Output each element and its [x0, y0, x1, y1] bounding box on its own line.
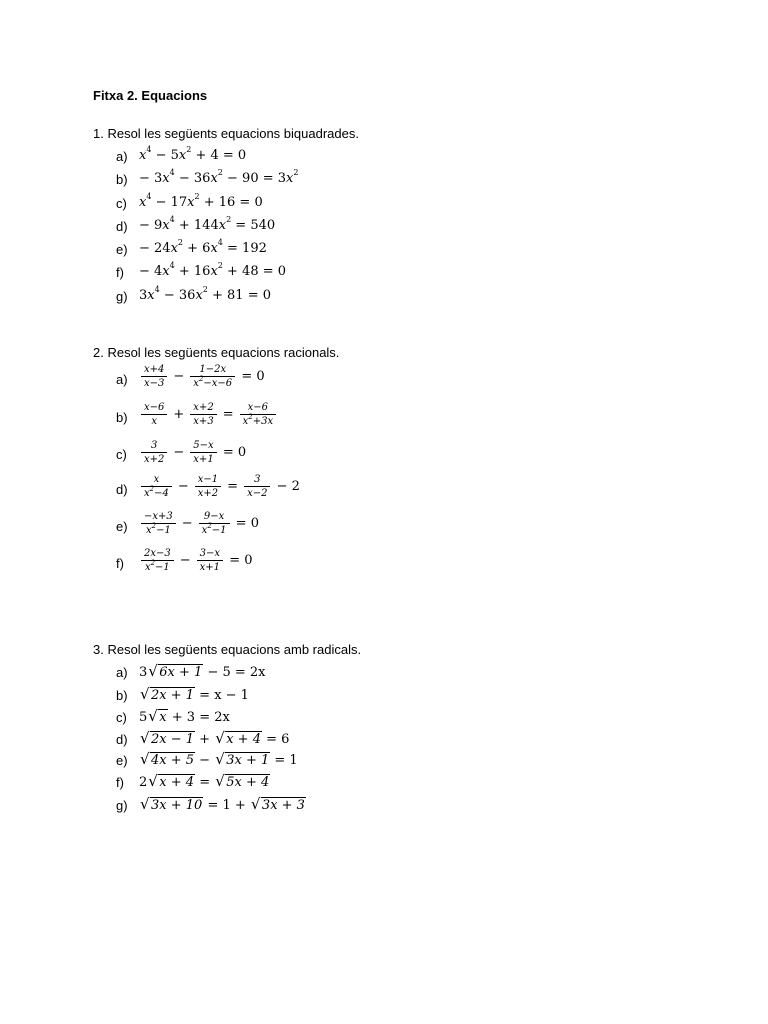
s2-label-b: b) [116, 410, 128, 425]
s2-equation-e: $\frac{-x+3}{x^2-1}$ − $\frac{9-x}{x^2-1}$ = 0 [139, 510, 259, 537]
s3-label-b: b) [116, 688, 128, 703]
s2-equation-a: $\frac{x+4}{x-3}$ − $\frac{1-2x}{x^2-x-6}$ = 0 [139, 363, 265, 390]
section-2-heading: 2. Resol les següents equacions racionals. [93, 345, 340, 360]
s2-label-d: d) [116, 482, 128, 497]
s3-equation-e: √ 4x + 5 − √ 3x + 1 = 1 [140, 750, 298, 768]
s2-label-a: a) [116, 372, 128, 387]
radical: √ x + 4 [215, 729, 261, 747]
s2-equation-d: $\frac{x}{x^2-4}$ − $\frac{x-1}{x+2}$ = $\frac{3}{x-2}$ − 2 [139, 473, 300, 500]
s1-label-g: g) [116, 289, 128, 304]
s1-equation-d: − $9x^4 + 144x^2 = 540$ [139, 215, 276, 233]
radical: √ 3x + 10 [140, 795, 203, 813]
radical: √ 3x + 1 [215, 750, 270, 768]
s2-equation-c: $\frac{3}{x+2}$ − $\frac{5-x}{x+1}$ = 0 [139, 439, 246, 466]
radical: √ 3x + 3 [250, 795, 305, 813]
radical: √ 6x + 1 [148, 662, 203, 680]
s1-equation-a: $x^4 - 5x^2 + 4 = 0$ [139, 145, 247, 163]
s1-label-d: d) [116, 219, 128, 234]
s3-label-e: e) [116, 753, 128, 768]
radical: √ x + 4 [148, 772, 195, 790]
s1-equation-f: − $4x^4 + 16x^2 + 48 = 0$ [139, 261, 287, 279]
s1-equation-e: − $24x^2 + 6x^4 = 192$ [139, 238, 267, 256]
s1-equation-b: − $3x^4 - 36x^2 - 90 = 3x^2$ [139, 168, 299, 186]
s1-equation-g: $3x^4 - 36x^2 + 81 = 0$ [139, 285, 272, 303]
s1-equation-c: $x^4 - 17x^2 + 16 = 0$ [139, 192, 263, 210]
radical: √ 4x + 5 [140, 750, 195, 768]
s3-equation-b: √ 2x + 1 = x − 1 [140, 685, 249, 703]
s3-label-d: d) [116, 732, 128, 747]
s2-label-e: e) [116, 519, 128, 534]
s1-label-a: a) [116, 149, 128, 164]
radical: √ 5x + 4 [215, 772, 270, 790]
s3-equation-c: 5 √ x + 3 = 2x [139, 707, 230, 725]
s3-label-a: a) [116, 665, 128, 680]
radical: √ x [148, 707, 167, 725]
s3-equation-d: √ 2x − 1 + √ x + 4 = 6 [140, 729, 290, 747]
s2-equation-b: $\frac{x-6}{x}$ + $\frac{x+2}{x+3}$ = $\frac{x-6}{x^2+3x}$ [139, 401, 278, 428]
s1-label-f: f) [116, 265, 124, 280]
s3-label-g: g) [116, 798, 128, 813]
s3-equation-f: 2 √ x + 4 = √ 5x + 4 [139, 772, 270, 790]
s3-label-f: f) [116, 775, 124, 790]
section-1-heading: 1. Resol les següents equacions biquadrades. [93, 126, 359, 141]
s2-label-f: f) [116, 556, 124, 571]
s2-equation-f: $\frac{2x-3}{x^2-1}$ − $\frac{3-x}{x+1}$ = 0 [139, 547, 252, 574]
s1-label-b: b) [116, 172, 128, 187]
s2-label-c: c) [116, 447, 127, 462]
s3-equation-a: 3 √ 6x + 1 − 5 = 2x [139, 662, 266, 680]
radical: √ 2x − 1 [140, 729, 195, 747]
s1-label-e: e) [116, 242, 128, 257]
s3-label-c: c) [116, 710, 127, 725]
section-3-heading: 3. Resol les següents equacions amb radicals. [93, 642, 362, 657]
s3-equation-g: √ 3x + 10 = 1 + √ 3x + 3 [140, 795, 305, 813]
radical: √ 2x + 1 [140, 685, 195, 703]
s1-label-c: c) [116, 196, 127, 211]
page-title: Fitxa 2. Equacions [93, 88, 208, 103]
